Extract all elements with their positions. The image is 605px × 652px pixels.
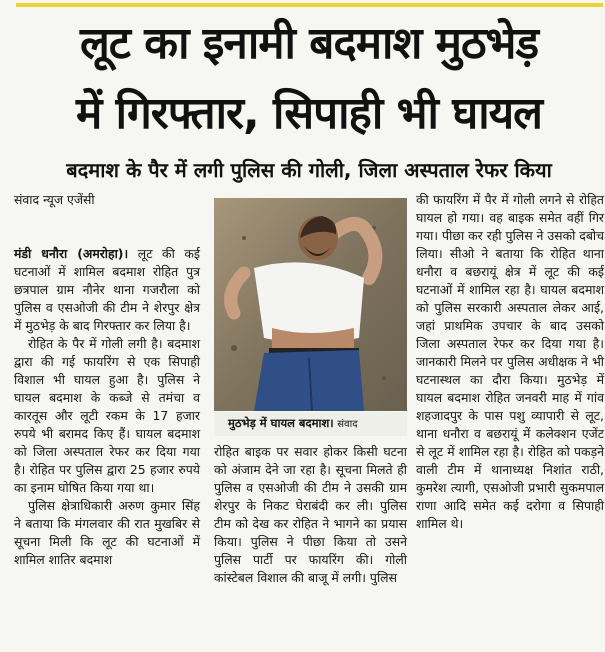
byline: संवाद न्यूज एजेंसी xyxy=(14,192,95,207)
caption-credit: संवाद xyxy=(337,419,358,430)
paragraph-4: रोहित बाइक पर सवार होकर किसी घटना को अंजाम देने जा रहा है। सूचना मिलते ही पुलिस व एसओजी की टीम ने उसकी ग्राम शेरपुर के निकट घेराबंदी कर ली। पुलिस टीम को देख कर रोहित ने भागने का प्रयास किया। पुलिस ने पीछा किया तो उसने पुलिस पार्टी पर फायरिंग की। गोली कांस्टेबल विशाल की बाजू में लगी। पुलिस xyxy=(214,444,407,585)
headline-line-1: लूट का इनामी बदमाश मुठभेड़ xyxy=(79,18,539,69)
photo-caption xyxy=(214,412,407,436)
paragraph-2: रोहित के पैर में गोली लगी है। बदमाश द्वारा की गई फायरिंग से एक सिपाही विशाल भी घायल हुआ है। पुलिस ने घायल बदमाश के कब्जे से तमंचा व कारतूस और लूटी रकम के 17 हजार रुपये भी बरामद किए हैं। घायल बदमाश को जिला अस्पताल रेफर कर दिया गया है। रोहित पर पुलिस द्वारा 25 हजार रुपये का इनाम घोषित किया गया था। xyxy=(14,336,200,495)
caption-text: मुठभेड़ में घायल बदमाश। xyxy=(228,416,334,430)
article-column-2 xyxy=(214,443,407,587)
article-column-3 xyxy=(416,191,604,533)
injured-man-photo-icon xyxy=(214,198,407,411)
paragraph-1-text: लूट की कई घटनाओं में शामिल बदमाश रोहित पुत्र छत्रपाल ग्राम नौनेर थाना गजरौला को पुलिस व एसओजी की टीम ने शेरपुर क्षेत्र में मुठभेड़ के बाद गिरफ्तार कर लिया है। xyxy=(14,246,200,333)
article-column-1 xyxy=(14,191,200,569)
paragraph-1 xyxy=(14,245,200,335)
headline-line-2: में गिरफ्तार, सिपाही भी घायल xyxy=(75,88,543,139)
news-photo xyxy=(214,198,407,411)
paragraph-3: पुलिस क्षेत्राधिकारी अरुण कुमार सिंह ने बताया कि मंगलवार की रात मुखबिर से सूचना मिली कि लूट की घटनाओं में शामिल शातिर बदमाश xyxy=(14,498,200,567)
paragraph-5: की फायरिंग में पैर में गोली लगने से रोहित घायल हो गया। वह बाइक समेत वहीं गिर गया। पीछा कर रही पुलिस ने उसको दबोच लिया। सीओ ने बताया कि रोहित थाना धनौरा व बछरायूं क्षेत्र में लूट की कई घटनाओं में शामिल रहा है। घायल बदमाश को पुलिस सरकारी अस्पताल लेकर आई, जहां प्राथमिक उपचार के बाद उसको जिला अस्पताल रेफर कर दिया गया है। जानकारी मिलने पर पुलिस अधीक्षक ने भी घटनास्थल का दौरा किया। मुठभेड़ में घायल बदमाश रोहित जनवरी माह में गांव शहजादपुर के पास पशु व्यापारी से लूट, थाना धनौरा व बछरायूं में कलेक्शन एजेंट से लूट में शामिल रहा है। रोहित को पकड़ने वाली टीम में थानाध्यक्ष निशांत राठी, कुमरेश त्यागी, एसओजी प्रभारी सुकमपाल राणा आदि समेत कई दरोगा व सिपाही शामिल थे। xyxy=(416,192,604,531)
top-accent-rule xyxy=(16,3,603,7)
dateline: मंडी धनौरा (अमरोहा)। xyxy=(14,246,129,261)
subheadline: बदमाश के पैर में लगी पुलिस की गोली, जिला अस्पताल रेफर किया xyxy=(66,158,552,182)
